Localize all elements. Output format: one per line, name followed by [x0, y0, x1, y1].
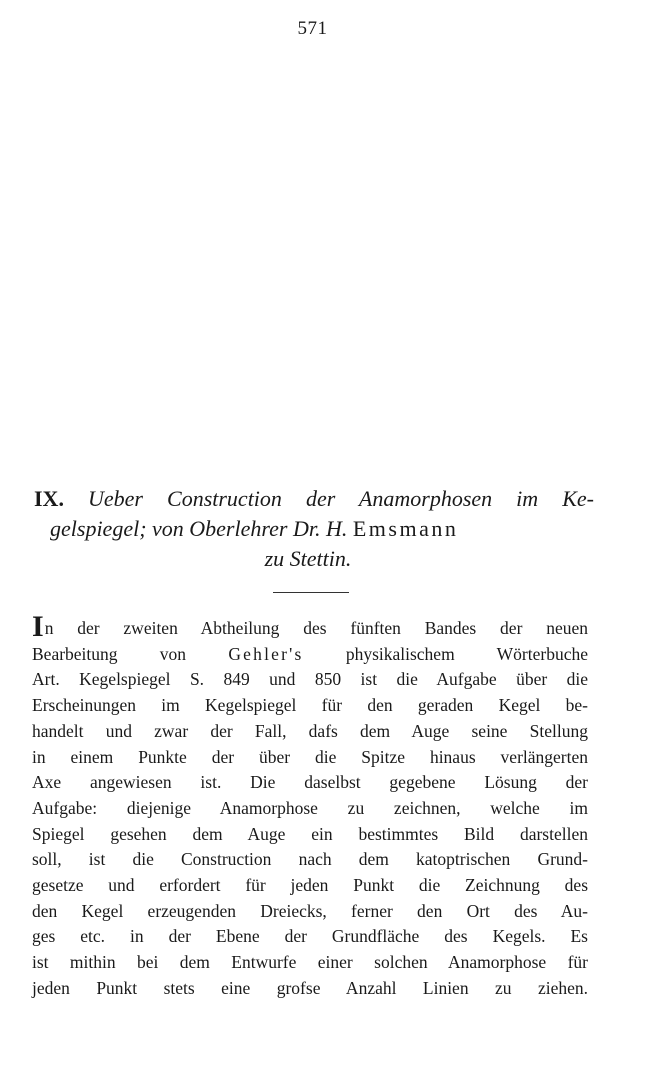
line-1-text: n der zweiten Abtheilung des fünften Bandes der neuen: [44, 618, 588, 638]
heading-line-2: [34, 514, 594, 544]
text-line-11: gesetze und erfordert für jeden Punkt die Zeichnung des: [32, 875, 588, 896]
title-text-1: Ueber Construction der Anamorphosen im Ke-: [88, 486, 594, 511]
line-2-text-b: physikalischem Wörterbuche: [345, 643, 588, 664]
text-line-13: ges etc. in der Ebene der Grundfläche des Kegels. Es: [32, 926, 588, 947]
text-line-7: Axe angewiesen ist. Die daselbst gegebene Lösung der: [32, 772, 588, 793]
text-line-3: Art. Kegelspiegel S. 849 und 850 ist die Aufgabe über die: [32, 669, 588, 690]
text-line-12: den Kegel erzeugenden Dreiecks, ferner den Ort des Au-: [32, 900, 588, 921]
text-line-5: handelt und zwar der Fall, dafs dem Auge seine Stellung: [32, 720, 588, 741]
gehler-name: Gehler's: [228, 643, 304, 664]
text-line-2: [32, 642, 588, 668]
text-line-15: jeden Punkt stets eine grofse Anzahl Linien zu ziehen.: [32, 977, 588, 998]
text-line-6: in einem Punkte der über die Spitze hinaus verlängerten: [32, 746, 588, 767]
text-line-10: soll, ist die Construction nach dem katoptrischen Grund-: [32, 849, 588, 870]
text-line-14: ist mithin bei dem Entwurfe einer solchen Anamorphose für: [32, 952, 588, 973]
heading-line-3: zu Stettin.: [264, 546, 352, 571]
text-line-1: [32, 610, 588, 643]
heading-line-1: [34, 484, 594, 514]
text-line-9: Spiegel gesehen dem Auge ein bestimmtes Bild darstellen: [32, 823, 588, 844]
section-divider: [273, 592, 349, 593]
section-numeral: IX.: [34, 486, 64, 511]
article-heading: [34, 484, 594, 574]
page-number: 571: [297, 18, 328, 39]
text-line-8: Aufgabe: diejenige Anamorphose zu zeichnen, welche im: [32, 797, 588, 818]
line-2-text-a: Bearbeitung von: [32, 643, 187, 664]
author-name: Emsmann: [352, 516, 459, 541]
body-paragraph: [32, 610, 588, 1002]
text-line-4: Erscheinungen im Kegelspiegel für den geraden Kegel be-: [32, 695, 588, 716]
title-text-2: gelspiegel; von Oberlehrer Dr. H.: [50, 516, 348, 541]
drop-cap: I: [32, 610, 44, 643]
